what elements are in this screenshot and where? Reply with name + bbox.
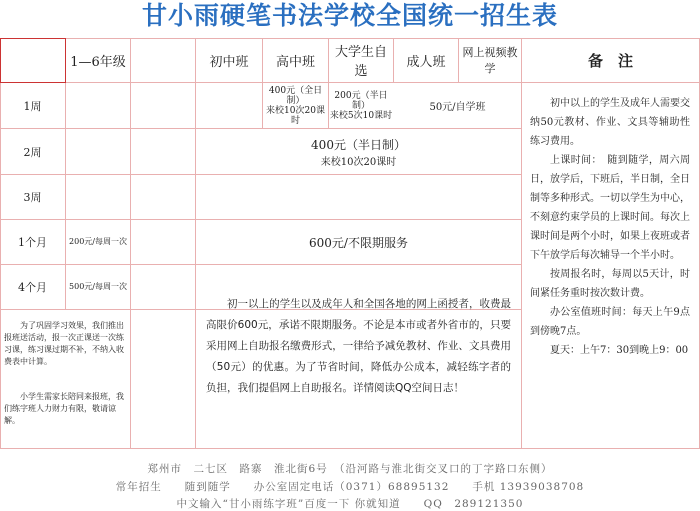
remark-summer-hours: 夏天：上午7：30到晚上9：00 bbox=[550, 345, 689, 356]
price-full-day bbox=[263, 83, 328, 128]
footer-contact: 常年招生 随到随学 办公室固定电话（0371）68895132 手机 13939038708 bbox=[115, 481, 585, 493]
remark-class-time: 上课时间： 随到随学，周六周日，放学后，下班后，半日制，全日制等多种形式。一切以学生为中心，不刻意约束学员的上课时间。每次上课时间是两个小时，如果上夜班或者下午放学后每次辅导一个半小时。 bbox=[530, 155, 690, 261]
price-self-study: 50元/自学班 bbox=[429, 102, 486, 113]
price-half-day-sessions: 来校5次10课时 bbox=[329, 110, 393, 121]
price-half-day-row-amount: 400元（半日制） bbox=[311, 137, 406, 152]
price-full-day-amount: 400元（全日制） bbox=[268, 85, 323, 106]
enrollment-table bbox=[0, 38, 700, 450]
remark-office-hours: 办公室值班时间：每天上午9点到傍晚7点。 bbox=[530, 307, 690, 337]
left-note-1: 为了巩固学习效果，我们推出报班送活动，报一次正课送一次练习课，练习课过期不补，不纳入收费表中计算。 bbox=[4, 321, 124, 366]
row-label-1-week: 1周 bbox=[23, 99, 42, 113]
price-half-day-amount: 200元（半日制） bbox=[334, 90, 388, 111]
price-half-day-row-sessions: 来校10次20课时 bbox=[320, 156, 397, 168]
price-full-day-sessions: 来校10次20课时 bbox=[266, 105, 325, 126]
selected-cell[interactable] bbox=[0, 38, 66, 83]
policy-paragraph: 初一以上的学生以及成年人和全国各地的网上函授者，收费最高限价600元，承诺不限期服务。不论是本市或者外省市的，只要采用网上自助报名缴费形式，一律给予减免教材、作业、文具费用（50元）的优惠。为了节省时间，降低办公成本，减轻练字者的负担，我们提倡网上自助报名。详情阅读QQ空间日志！ bbox=[206, 298, 511, 394]
remarks-header: 备 注 bbox=[587, 51, 633, 70]
page-title: 甘小雨硬笔书法学校全国统一招生表 bbox=[141, 1, 558, 30]
price-unlimited: 600元/不限期服务 bbox=[309, 235, 408, 250]
price-half-day-row bbox=[196, 129, 521, 174]
row-label-1-month: 1个月 bbox=[18, 236, 47, 249]
price-1-month: 200元/每周一次 bbox=[69, 237, 127, 246]
remark-weekly-billing: 按周报名时，每周以5天计，时间紧任务重时按次数计费。 bbox=[530, 269, 690, 299]
col-online-video: 网上视频教学 bbox=[462, 46, 518, 75]
col-adult: 成人班 bbox=[406, 54, 446, 70]
footer-address: 郑州市 二七区 路寨 淮北街6号 （沿河路与淮北街交叉口的丁字路口东侧） bbox=[147, 463, 553, 475]
row-label-3-weeks: 3周 bbox=[23, 191, 42, 204]
row-label-2-weeks: 2周 bbox=[23, 145, 42, 159]
price-4-months: 500元/每周一次 bbox=[69, 282, 127, 291]
col-senior: 高中班 bbox=[275, 54, 315, 70]
footer-search: 中文输入“甘小雨练字班”百度一下 你就知道 QQ 289121350 bbox=[176, 498, 524, 510]
left-note-2: 小学生需家长陪同来报班，我们练字班人力财力有限，敬请谅解。 bbox=[4, 392, 124, 425]
grade-header: 1—6年级 bbox=[70, 54, 126, 70]
price-half-day bbox=[329, 83, 393, 128]
col-college: 大学生自选 bbox=[334, 45, 387, 79]
remark-fee: 初中以上的学生及成年人需要交纳50元教材、作业、文具等辅助性练习费用。 bbox=[530, 98, 690, 147]
remarks-notes bbox=[530, 94, 690, 360]
row-label-4-months: 4个月 bbox=[18, 281, 47, 294]
col-junior: 初中班 bbox=[209, 54, 249, 70]
